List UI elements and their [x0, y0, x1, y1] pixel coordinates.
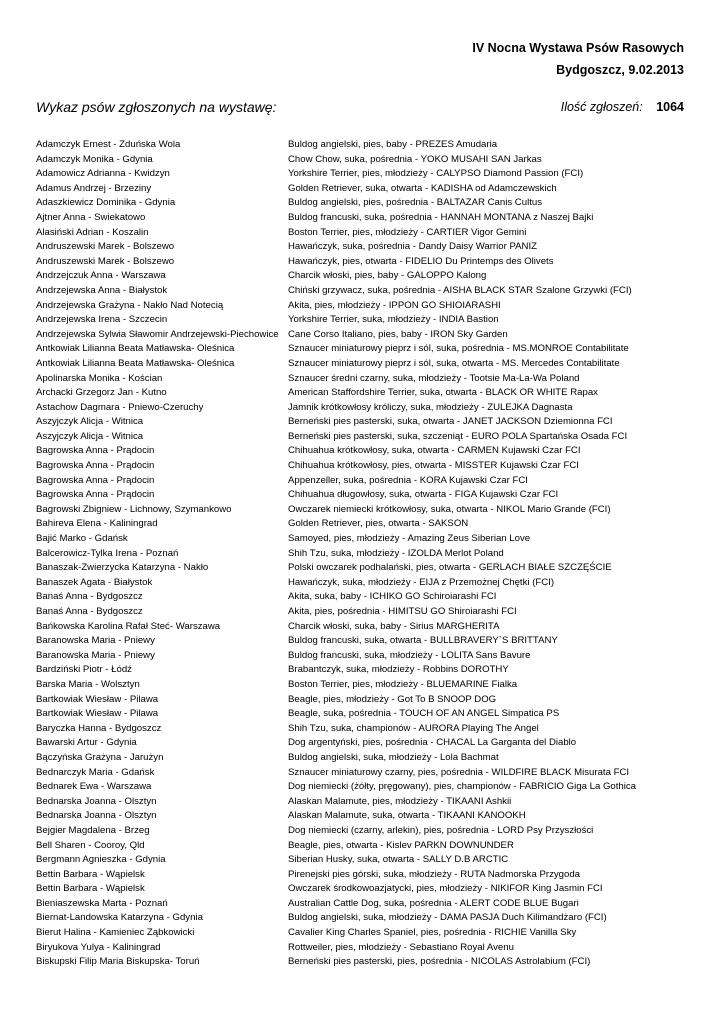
owner-name: Andrzejczuk Anna - Warszawa	[36, 270, 166, 282]
owner-name: Andruszewski Marek - Bolszewo	[36, 255, 175, 267]
dog-entry: Beagle, pies, otwarta - Kislev PARKN DOWNUNDER	[288, 839, 514, 851]
owner-name: Bartkowiak Wiesław - Pilawa	[36, 693, 159, 705]
owner-name: Adamus Andrzej - Brzeziny	[36, 182, 152, 194]
list-heading: Wykaz psów zgłoszonych na wystawę:	[36, 99, 277, 115]
list-item	[36, 678, 686, 693]
owner-name: Balcerowicz-Tylka Irena - Poznań	[36, 547, 179, 559]
list-item	[36, 372, 686, 387]
owner-name: Bednarska Joanna - Olsztyn	[36, 810, 157, 822]
show-title: IV Nocna Wystawa Psów Rasowych	[472, 41, 684, 55]
dog-entry: Akita, pies, pośrednia - HIMITSU GO Shiroiarashi FCI	[288, 606, 517, 617]
dog-entry: Berneński pies pasterski, suka, szczeniąt - EURO POLA Spartańska Osada FCI	[288, 430, 628, 442]
owner-name: Adamczyk Monika - Gdynia	[36, 153, 153, 165]
dog-entry: Boston Terrier, pies, młodzieży - BLUEMARINE Fialka	[288, 678, 518, 690]
owner-name: Andrzejewska Anna - Białystok	[36, 284, 168, 296]
list-item	[36, 226, 686, 241]
dog-entry: Hawańczyk, suka, młodzieży - EIJA z Przemożnej Chętki (FCI)	[288, 576, 555, 588]
list-item	[36, 328, 686, 343]
dog-entry: Jamnik krótkowłosy króliczy, suka, młodzieży - ZULEJKA Dagnasta	[288, 401, 573, 413]
dog-entry: Sznaucer miniaturowy czarny, pies, pośrednia - WILDFIRE BLACK Misurata FCI	[288, 766, 630, 778]
dog-entry: Golden Retriever, pies, otwarta - SAKSON	[288, 518, 469, 530]
owner-name: Bączyńska Grażyna - Jarużyn	[36, 751, 164, 763]
list-item	[36, 138, 686, 153]
owner-name: Bagrowska Anna - Prądocin	[36, 460, 155, 472]
owner-name: Bednarska Joanna - Olsztyn	[36, 795, 157, 807]
owner-name: Andrzejewska Grażyna - Nakło Nad Notecią	[36, 299, 224, 311]
dog-entry: Chihuahua krótkowłosy, pies, otwarta - MISSTER Kujawski Czar FCI	[288, 460, 579, 472]
dog-entry: Cavalier King Charles Spaniel, pies, pośrednia - RICHIE Vanilla Sky	[288, 927, 577, 939]
owner-name: Bednarczyk Maria - Gdańsk	[36, 766, 155, 778]
list-item	[36, 795, 686, 810]
dog-entry: Siberian Husky, suka, otwarta - SALLY D.B ARCTIC	[288, 854, 509, 866]
list-item	[36, 386, 686, 401]
list-item	[36, 780, 686, 795]
owner-name: Antkowiak Lilianna Beata Matławska- Oleśnica	[36, 343, 235, 355]
dog-entry: Rottweiler, pies, młodzieży - Sebastiano Royal Avenu	[288, 941, 514, 953]
list-item	[36, 211, 686, 226]
owner-name: Ajtner Anna - Swiekatowo	[36, 211, 146, 223]
list-item	[36, 941, 686, 956]
dog-entry: Appenzeller, suka, pośrednia - KORA Kujawski Czar FCI	[288, 474, 528, 486]
owner-name: Apolinarska Monika - Kościan	[36, 372, 163, 384]
owner-name: Baryczka Hanna - Bydgoszcz	[36, 722, 162, 734]
dog-entry: Beagle, pies, młodzieży - Got To B SNOOP DOG	[288, 693, 497, 705]
dog-entry: Dog niemiecki (żółty, pręgowany), pies, championów - FABRICIO Giga La Gothica	[288, 781, 637, 793]
owner-name: Alasiński Adrian - Koszalin	[36, 226, 149, 238]
dog-entry: Buldog angielski, suka, młodzieży - Lola Bachmat	[288, 751, 499, 763]
dog-entry: Sznaucer średni czarny, suka, młodzieży - Tootsie Ma-La-Wa Poland	[288, 372, 580, 384]
show-location-date: Bydgoszcz, 9.02.2013	[556, 63, 684, 77]
list-item	[36, 751, 686, 766]
owner-name: Andrzejewska Irena - Szczecin	[36, 314, 168, 326]
list-item	[36, 620, 686, 635]
owner-name: Bagrowski Zbigniew - Lichnowy, Szymankowo	[36, 503, 232, 515]
list-item	[36, 722, 686, 737]
dog-entry: Shih Tzu, suka, młodzieży - IZOLDA Merlot Poland	[288, 547, 504, 559]
owner-name: Bagrowska Anna - Prądocin	[36, 489, 155, 501]
dog-entry: Beagle, suka, pośrednia - TOUCH OF AN ANGEL Simpatica PS	[288, 708, 560, 720]
list-item	[36, 269, 686, 284]
owner-name: Bagrowska Anna - Prądocin	[36, 445, 155, 457]
list-item	[36, 897, 686, 912]
entries-list	[36, 138, 686, 970]
dog-entry: Buldog angielski, suka, młodzieży - DAMA PASJA Duch Kilimandżaro (FCI)	[288, 912, 607, 924]
owner-name: Banaszak-Zwierzycka Katarzyna - Nakło	[36, 562, 209, 574]
list-item	[36, 868, 686, 883]
owner-name: Antkowiak Lilianna Beata Matławska- Oleśnica	[36, 357, 235, 369]
list-item	[36, 955, 686, 970]
list-item	[36, 430, 686, 445]
entry-count-value: 1064	[656, 100, 684, 114]
dog-entry: Yorkshire Terrier, pies, młodzieży - CALYPSO Diamond Passion (FCI)	[288, 168, 584, 180]
dog-entry: Boston Terrier, pies, młodzieży - CARTIER Vigor Gemini	[288, 226, 527, 238]
dog-entry: Samoyed, pies, młodzieży - Amazing Zeus Siberian Love	[288, 533, 531, 545]
owner-name: Bejgier Magdalena - Brzeg	[36, 824, 150, 836]
list-item	[36, 809, 686, 824]
list-item	[36, 415, 686, 430]
list-item	[36, 561, 686, 576]
list-item	[36, 576, 686, 591]
owner-name: Bettin Barbara - Wąpielsk	[36, 868, 145, 880]
entry-count	[561, 100, 684, 114]
owner-name: Andrzejewska Sylwia Sławomir Andrzejewski-Piechowice	[36, 328, 279, 340]
dog-entry: Sznaucer miniaturowy pieprz i sól, suka, pośrednia - MS.MONROE Contabilitate	[288, 343, 629, 355]
list-item	[36, 342, 686, 357]
owner-name: Aszyjczyk Alicja - Witnica	[36, 416, 144, 428]
owner-name: Aszyjczyk Alicja - Witnica	[36, 430, 144, 442]
list-item	[36, 284, 686, 299]
list-item	[36, 853, 686, 868]
list-item	[36, 839, 686, 854]
owner-name: Bieniaszewska Marta - Poznań	[36, 897, 168, 909]
dog-entry: Alaskan Malamute, pies, młodzieży - TIKAANI Ashkii	[288, 795, 512, 807]
list-item	[36, 357, 686, 372]
list-item	[36, 649, 686, 664]
owner-name: Bawarski Artur - Gdynia	[36, 737, 137, 749]
owner-name: Adamczyk Ernest - Zduńska Wola	[36, 139, 181, 150]
dog-entry: Golden Retriever, suka, otwarta - KADISHA od Adamczewskich	[288, 182, 557, 194]
list-item	[36, 824, 686, 839]
list-item	[36, 634, 686, 649]
list-item	[36, 240, 686, 255]
owner-name: Andruszewski Marek - Bolszewo	[36, 241, 175, 253]
dog-entry: Yorkshire Terrier, suka, młodzieży - INDIA Bastion	[288, 314, 499, 326]
owner-name: Banaś Anna - Bydgoszcz	[36, 591, 143, 603]
dog-entry: Brabantczyk, suka, młodzieży - Robbins DOROTHY	[288, 664, 509, 676]
list-item	[36, 444, 686, 459]
owner-name: Bartkowiak Wiesław - Pilawa	[36, 708, 159, 720]
dog-entry: Buldog angielski, pies, baby - PREZES Amudaria	[288, 139, 498, 150]
list-item	[36, 605, 686, 620]
owner-name: Barska Maria - Wolsztyn	[36, 678, 140, 690]
list-item	[36, 663, 686, 678]
owner-name: Banaszek Agata - Białystok	[36, 576, 153, 588]
list-item	[36, 167, 686, 182]
owner-name: Bettin Barbara - Wąpielsk	[36, 883, 145, 895]
owner-name: Adaszkiewicz Dominika - Gdynia	[36, 197, 176, 209]
dog-entry: Buldog francuski, suka, młodzieży - LOLITA Sans Bavure	[288, 649, 531, 661]
dog-entry: Charcik włoski, suka, baby - Sirius MARGHERITA	[288, 620, 500, 632]
dog-entry: Buldog angielski, pies, pośrednia - BALTAZAR Canis Cultus	[288, 197, 542, 209]
dog-entry: Owczarek niemiecki krótkowłosy, suka, otwarta - NIKOL Mario Grande (FCI)	[288, 503, 611, 515]
list-item	[36, 313, 686, 328]
list-item	[36, 926, 686, 941]
owner-name: Biernat-Landowska Katarzyna - Gdynia	[36, 912, 203, 924]
dog-entry: Charcik włoski, pies, baby - GALOPPO Kalong	[288, 270, 487, 282]
dog-entry: Buldog francuski, suka, pośrednia - HANNAH MONTANA z Naszej Bajki	[288, 211, 594, 223]
owner-name: Bajić Marko - Gdańsk	[36, 533, 128, 545]
owner-name: Baranowska Maria - Pniewy	[36, 649, 155, 661]
entry-count-label: Ilość zgłoszeń:	[560, 100, 643, 114]
owner-name: Bardziński Piotr - Łódź	[36, 664, 132, 676]
dog-entry: American Staffordshire Terrier, suka, otwarta - BLACK OR WHITE Rapax	[288, 387, 598, 399]
dog-entry: Chow Chow, suka, pośrednia - YOKO MUSAHI SAN Jarkas	[288, 153, 542, 165]
dog-entry: Polski owczarek podhalański, pies, otwarta - GERLACH BIAŁE SZCZĘŚCIE	[288, 562, 612, 574]
owner-name: Biryukova Yulya - Kaliningrad	[36, 941, 161, 953]
dog-entry: Berneński pies pasterski, suka, otwarta - JANET JACKSON Dziemionna FCI	[288, 416, 613, 428]
dog-entry: Sznaucer miniaturowy pieprz i sól, suka, otwarta - MS. Mercedes Contabilitate	[288, 357, 620, 369]
owner-name: Bahireva Elena - Kaliningrad	[36, 518, 158, 530]
list-item	[36, 707, 686, 722]
owner-name: Astachow Dagmara - Pniewo-Czeruchy	[36, 401, 204, 413]
dog-entry: Buldog francuski, suka, otwarta - BULLBRAVERY`S BRITTANY	[288, 635, 558, 647]
owner-name: Bergmann Agnieszka - Gdynia	[36, 854, 166, 866]
owner-name: Baranowska Maria - Pniewy	[36, 635, 155, 647]
list-item	[36, 488, 686, 503]
owner-name: Archacki Grzegorz Jan - Kutno	[36, 387, 167, 399]
list-item	[36, 736, 686, 751]
dog-entry: Shih Tzu, suka, championów - AURORA Playing The Angel	[288, 722, 539, 734]
dog-entry: Hawańczyk, suka, pośrednia - Dandy Daisy Warrior PANIZ	[288, 241, 537, 253]
list-item	[36, 182, 686, 197]
list-item	[36, 766, 686, 781]
dog-entry: Akita, suka, baby - ICHIKO GO Schiroiarashi FCI	[288, 591, 497, 603]
owner-name: Bierut Halina - Kamieniec Ząbkowicki	[36, 927, 195, 939]
owner-name: Bańkowska Karolina Rafał Steć- Warszawa	[36, 620, 221, 632]
list-item	[36, 503, 686, 518]
owner-name: Bagrowska Anna - Prądocin	[36, 474, 155, 486]
list-item	[36, 517, 686, 532]
list-item	[36, 882, 686, 897]
owner-name: Banaś Anna - Bydgoszcz	[36, 606, 143, 617]
list-item	[36, 590, 686, 605]
list-item	[36, 532, 686, 547]
dog-entry: Hawańczyk, pies, otwarta - FIDELIO Du Printemps des Olivets	[288, 255, 554, 267]
dog-entry: Alaskan Malamute, suka, otwarta - TIKAANI KANOOKH	[288, 810, 526, 822]
dog-entry: Chihuahua długowłosy, suka, otwarta - FIGA Kujawski Czar FCI	[288, 489, 559, 501]
list-item	[36, 693, 686, 708]
list-item	[36, 401, 686, 416]
dog-entry: Owczarek środkowoazjatycki, pies, młodzieży - NIKIFOR King Jasmin FCI	[288, 883, 603, 895]
list-item	[36, 255, 686, 270]
list-item	[36, 299, 686, 314]
owner-name: Bednarek Ewa - Warszawa	[36, 781, 152, 793]
dog-entry: Pirenejski pies górski, suka, młodzieży - RUTA Nadmorska Przygoda	[288, 868, 580, 880]
list-item	[36, 196, 686, 211]
dog-entry: Dog argentyński, pies, pośrednia - CHACAL La Garganta del Diablo	[288, 737, 577, 749]
owner-name: Bell Sharen - Cooroy, Qld	[36, 839, 145, 851]
dog-entry: Akita, pies, młodzieży - IPPON GO SHIOIARASHI	[288, 299, 501, 311]
list-item	[36, 459, 686, 474]
dog-entry: Australian Cattle Dog, suka, pośrednia - ALERT CODE BLUE Bugari	[288, 897, 579, 909]
owner-name: Biskupski Filip Maria Biskupska- Toruń	[36, 956, 200, 968]
owner-name: Adamowicz Adrianna - Kwidzyn	[36, 168, 170, 180]
dog-entry: Dog niemiecki (czarny, arlekin), pies, pośrednia - LORD Psy Przyszłości	[288, 824, 594, 836]
list-item	[36, 153, 686, 168]
dog-entry: Cane Corso Italiano, pies, baby - IRON Sky Garden	[288, 328, 508, 340]
dog-entry: Berneński pies pasterski, pies, pośrednia - NICOLAS Astrolabium (FCI)	[288, 956, 591, 968]
dog-entry: Chiński grzywacz, suka, pośrednia - AISHA BLACK STAR Szalone Grzywki (FCI)	[288, 284, 632, 296]
list-item	[36, 474, 686, 489]
list-item	[36, 911, 686, 926]
dog-entry: Chihuahua krótkowłosy, suka, otwarta - CARMEN Kujawski Czar FCI	[288, 445, 581, 457]
list-item	[36, 547, 686, 562]
